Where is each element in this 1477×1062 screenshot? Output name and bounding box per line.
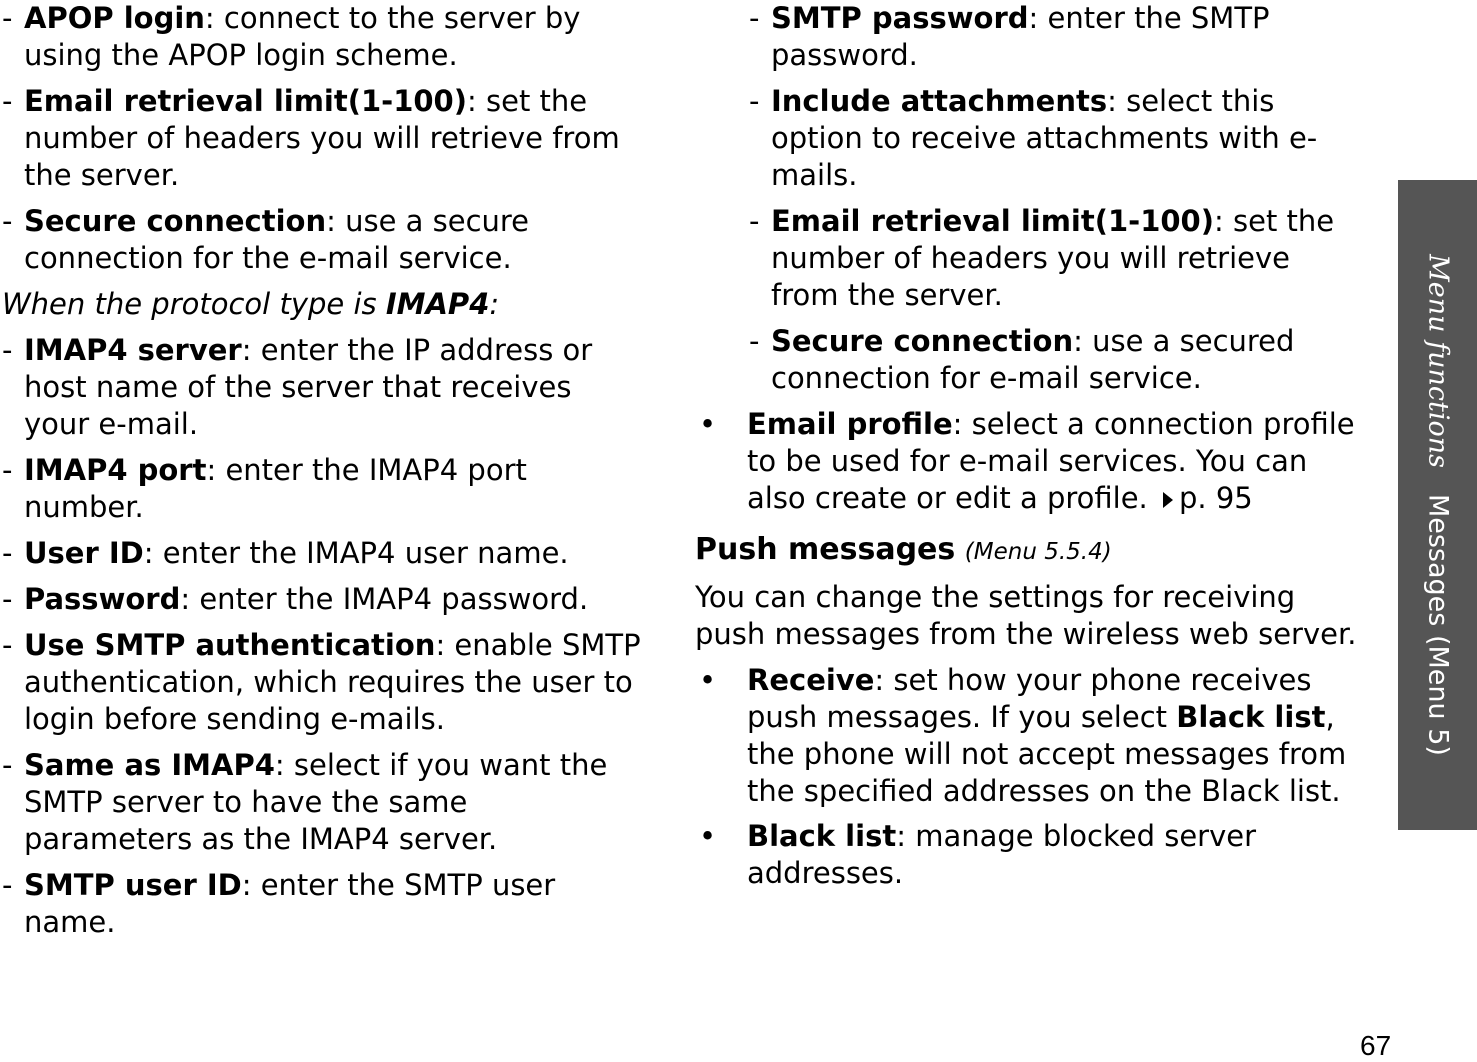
setting-term: Same as IMAP4 xyxy=(24,748,275,782)
sidebar-label xyxy=(1422,254,1453,756)
setting-smtp-user-id: - SMTP user ID: enter the SMTP user name. xyxy=(2,868,556,939)
push-intro-paragraph: You can change the settings for receiving push messages from the wireless web server. xyxy=(695,580,1357,651)
page-reference-arrow-icon xyxy=(1163,492,1173,508)
setting-desc: : enter the SMTP password. xyxy=(771,1,1270,72)
option-term: Receive xyxy=(747,663,875,697)
sidebar-chapter: Messages (Menu 5) xyxy=(1422,493,1453,756)
page-reference: p. 95 xyxy=(1178,481,1253,515)
option-term-inline: Black list xyxy=(1176,700,1326,734)
setting-term: Password xyxy=(24,582,181,616)
option-desc: : set how your phone receives push messages. If you select xyxy=(747,663,1312,734)
setting-desc: : use a secure connection for the e-mail service. xyxy=(24,204,530,275)
setting-desc: : set the number of headers you will retrieve from the server. xyxy=(24,84,620,192)
setting-term: Email retrieval limit(1-100) xyxy=(771,204,1214,238)
setting-term: SMTP user ID xyxy=(24,868,242,902)
imap-caption: When the protocol type is IMAP4: xyxy=(2,287,500,321)
setting-password: - Password: enter the IMAP4 password. xyxy=(2,582,589,616)
setting-secure-connection: - Secure connection: use a secure connection for the e-mail service. xyxy=(2,204,530,275)
setting-desc: : enter the IMAP4 port number. xyxy=(24,453,527,524)
left-column xyxy=(2,0,642,950)
setting-term: Use SMTP authentication xyxy=(24,628,436,662)
setting-term: Include attachments xyxy=(771,84,1108,118)
setting-desc: : select this option to receive attachments with e-mails. xyxy=(771,84,1318,192)
setting-desc: : enter the IMAP4 user name. xyxy=(143,536,569,570)
sidebar-section: Menu functions xyxy=(1422,254,1453,468)
setting-desc: : enable SMTP authentication, which requires the user to login before sending e-mails. xyxy=(24,628,641,736)
setting-desc: : use a secured connection for e-mail service. xyxy=(771,324,1295,395)
setting-desc: : enter the IMAP4 password. xyxy=(180,582,589,616)
bullet-icon: • xyxy=(699,819,717,853)
option-desc-continued: , the phone will not accept messages from the specified addresses on the Black list. xyxy=(747,700,1347,808)
option-desc: : select a connection profile to be used for e-mail services. You can also create or edit a profile. xyxy=(747,407,1355,515)
option-email-profile xyxy=(695,406,1360,517)
setting-term: IMAP4 server xyxy=(24,333,242,367)
setting-imap4-port: - IMAP4 port: enter the IMAP4 port number. xyxy=(2,453,527,524)
setting-secure-connection-imap: - Secure connection: use a secured connection for e-mail service. xyxy=(749,324,1295,395)
setting-desc: : set the number of headers you will retrieve from the server. xyxy=(771,204,1335,312)
chapter-sidebar-tab xyxy=(1398,180,1477,830)
option-black-list xyxy=(695,818,1360,892)
option-term: Black list xyxy=(747,819,897,853)
setting-use-smtp-authentication: - Use SMTP authentication: enable SMTP authentication, which requires the user to login before sending e-mails. xyxy=(2,628,641,736)
setting-term: APOP login xyxy=(24,1,205,35)
setting-smtp-password: - SMTP password: enter the SMTP password. xyxy=(749,1,1270,72)
section-heading-push-messages xyxy=(695,531,1360,571)
setting-imap4-server: - IMAP4 server: enter the IP address or host name of the server that receives your e-mail. xyxy=(2,333,593,441)
setting-term: SMTP password xyxy=(771,1,1029,35)
setting-term: Secure connection xyxy=(771,324,1074,358)
bullet-icon: • xyxy=(699,407,717,441)
setting-term: Email retrieval limit(1-100) xyxy=(24,84,467,118)
setting-include-attachments: - Include attachments: select this option to receive attachments with e-mails. xyxy=(749,84,1318,192)
setting-apop-login: - APOP login: connect to the server by using the APOP login scheme. xyxy=(2,1,581,72)
setting-term: Secure connection xyxy=(24,204,327,238)
setting-desc: : connect to the server by using the APOP login scheme. xyxy=(24,1,581,72)
setting-desc: : select if you want the SMTP server to have the same parameters as the IMAP4 server. xyxy=(24,748,608,856)
setting-user-id: - User ID: enter the IMAP4 user name. xyxy=(2,536,569,570)
page-number: 67 xyxy=(1360,1030,1392,1061)
bullet-icon: • xyxy=(699,663,717,697)
setting-term: IMAP4 port xyxy=(24,453,207,487)
setting-desc: : enter the IP address or host name of the server that receives your e-mail. xyxy=(24,333,593,441)
setting-email-retrieval-limit-imap: - Email retrieval limit(1-100): set the number of headers you will retrieve from the server. xyxy=(749,204,1335,312)
option-desc: : manage blocked server addresses. xyxy=(747,819,1257,890)
section-title: Push messages xyxy=(695,532,956,567)
option-term: Email profile xyxy=(747,407,953,441)
right-column xyxy=(695,0,1360,900)
setting-term: User ID xyxy=(24,536,144,570)
setting-desc: : enter the SMTP user name. xyxy=(24,868,556,939)
option-receive xyxy=(695,662,1360,810)
section-menu-number: (Menu 5.5.4) xyxy=(964,539,1112,565)
setting-same-as-imap4: - Same as IMAP4: select if you want the SMTP server to have the same parameters as the IMAP4 server. xyxy=(2,748,608,856)
setting-email-retrieval-limit: - Email retrieval limit(1-100): set the number of headers you will retrieve from the server. xyxy=(2,84,620,192)
